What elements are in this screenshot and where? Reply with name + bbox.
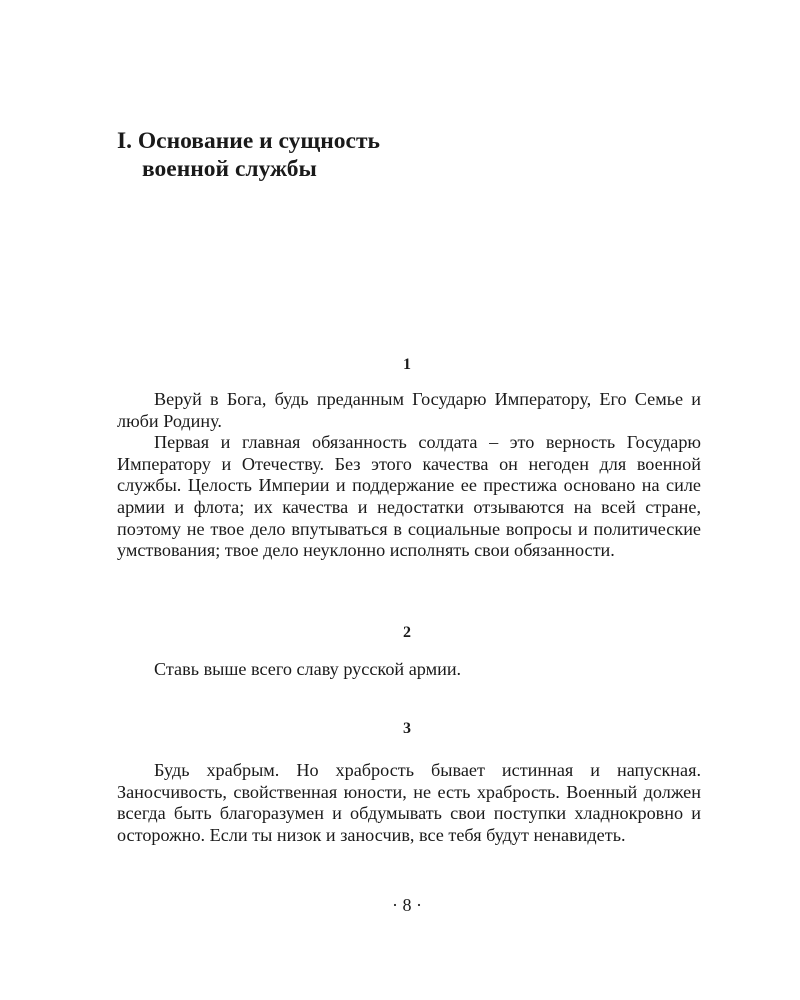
paragraph: Будь храбрым. Но храбрость бывает истинная и напускная. Заносчивость, свойственная юности, не есть храбрость. Военный должен всегда быть благоразумен и обдумывать свои поступки хладнокровно и осторожно. Если ты низок и заносчив, все тебя будут ненавидеть. [117, 760, 701, 845]
section-number-1: 1 [403, 356, 411, 373]
section-body-3 [117, 760, 701, 846]
section-number-3: 3 [403, 720, 411, 737]
chapter-title-line-1: I. Основание и сущность [117, 128, 380, 154]
paragraph: Ставь выше всего славу русской армии. [154, 659, 462, 679]
chapter-title [117, 127, 617, 183]
section-number-2: 2 [403, 624, 411, 641]
chapter-title-line-2: военной службы [142, 156, 317, 182]
paragraph: Веруй в Бога, будь преданным Государю Императору, Его Семье и люби Родину. [117, 389, 701, 431]
page-number: · 8 · [392, 895, 422, 915]
section-body-1 [117, 389, 701, 562]
section-body-2 [117, 659, 701, 681]
paragraph: Первая и главная обязанность солдата – это верность Государю Императору и Отечеству. Без этого качества он негоден для военной службы. Целость Империи и поддержание ее престижа основано на силе армии и флота; их качества и недостатки отзываются на всей стране, поэтому не твое дело впутываться в социальные вопросы и политические умствования; твое дело неуклонно исполнять свои обязанности. [117, 432, 701, 561]
